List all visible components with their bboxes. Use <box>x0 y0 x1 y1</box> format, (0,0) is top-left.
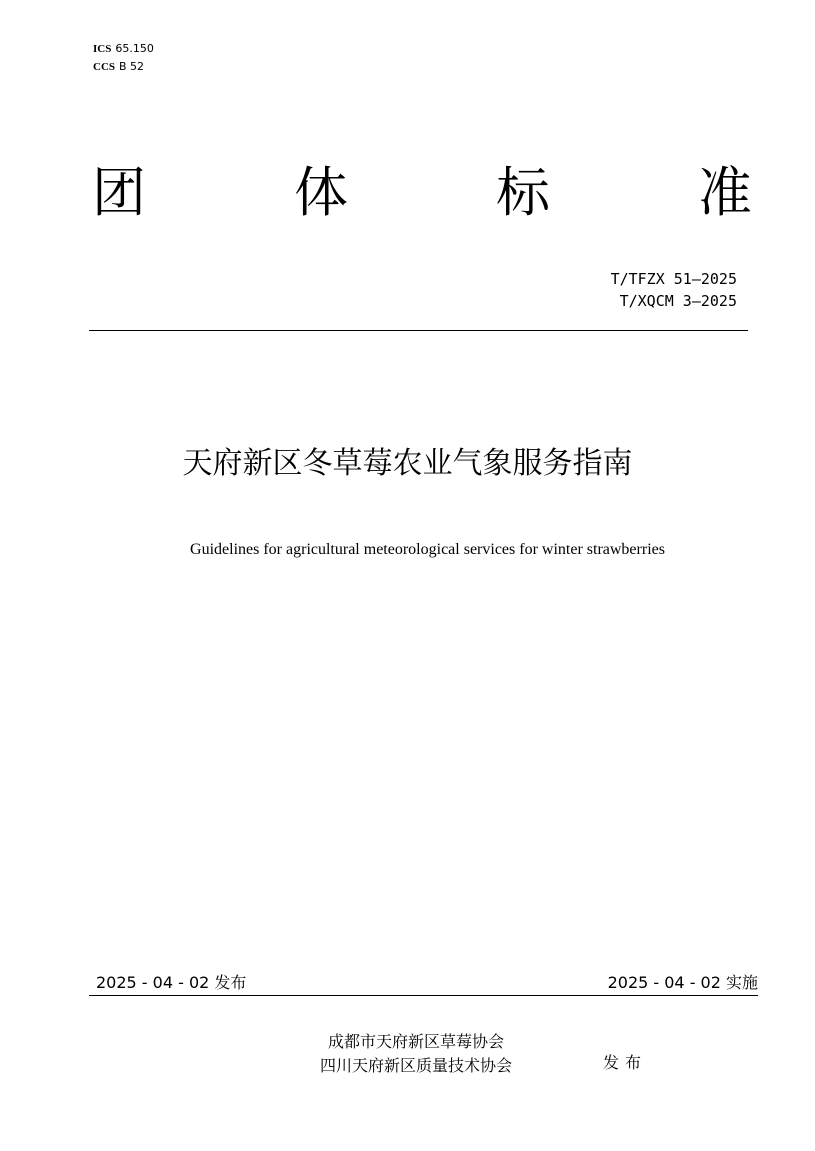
publish-date-text: 2025 - 04 - 02 发布 <box>96 973 247 992</box>
publish-date <box>96 972 246 994</box>
standard-type-char: 准 <box>698 161 752 224</box>
document-title-en: Guidelines for agricultural meteorological services for winter strawberries <box>190 541 665 558</box>
footer-divider <box>89 995 758 996</box>
implement-date <box>608 972 758 994</box>
standard-type-char: 体 <box>294 161 348 224</box>
issuer-name: 成都市天府新区草莓协会 <box>327 1032 504 1051</box>
ccs-label: CCS <box>93 61 116 73</box>
classification-codes <box>93 40 154 76</box>
standard-number: T/XQCM 3—2025 <box>619 292 737 310</box>
standard-numbers <box>611 268 737 312</box>
document-title-cn: 天府新区冬草莓农业气象服务指南 <box>182 446 633 481</box>
standard-type-char: 团 <box>92 161 146 224</box>
ics-value: 65.150 <box>115 42 154 55</box>
header-divider <box>89 330 748 331</box>
ics-label: ICS <box>93 43 112 55</box>
standard-number: T/TFZX 51—2025 <box>610 270 737 288</box>
issuer-name: 四川天府新区质量技术协会 <box>319 1056 512 1075</box>
standard-type-char: 标 <box>496 161 550 224</box>
standard-type-heading <box>92 158 752 228</box>
ics-line <box>93 40 154 58</box>
ccs-value: B 52 <box>119 60 145 73</box>
implement-date-text: 2025 - 04 - 02 实施 <box>607 973 758 992</box>
issue-label: 发布 <box>603 1053 648 1072</box>
ccs-line <box>93 58 154 76</box>
issuing-organizations <box>296 1030 536 1078</box>
